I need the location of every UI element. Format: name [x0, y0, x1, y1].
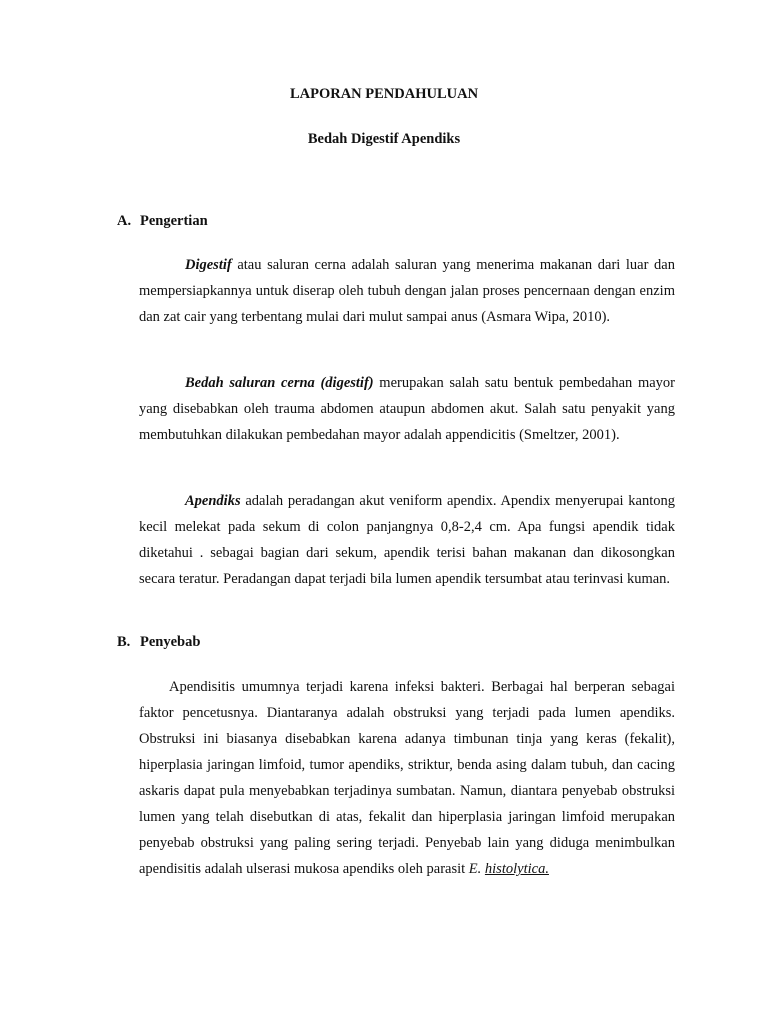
document-title: LAPORAN PENDAHULUAN — [289, 86, 479, 102]
section-b-heading — [117, 634, 200, 651]
paragraph-bedah-text: merupakan salah satu bentuk pembedahan mayor yang disebabkan oleh trauma abdomen ataupun abdomen akut. Salah satu penyakit yang membutuhkan dilakukan pembedahan mayor adalah appendicitis (Smeltzer, 2001). — [139, 375, 676, 443]
paragraph-apendiks-text: adalah peradangan akut veniform apendix. Apendix menyerupai kantong kecil melekat pada sekum di colon panjangnya 0,8-2,4 cm. Apa fungsi apendik tidak diketahui . sebagai bagian dari sekum, apendik terisi bahan makanan dan dikosongkan secara teratur. Peradangan dapat terjadi bila lumen apendik tersumbat atau terinvasi kuman. — [139, 493, 675, 587]
sci-name-species: histolytica. — [484, 861, 549, 877]
document-subtitle: Bedah Digestif Apendiks — [307, 131, 461, 147]
section-a-number: A. — [117, 213, 132, 229]
section-a-heading — [117, 213, 208, 230]
section-b-title: Penyebab — [140, 634, 201, 650]
term-apendiks: Apendiks — [185, 493, 241, 509]
paragraph-apendiks — [139, 488, 675, 592]
paragraph-bedah-saluran-cerna — [139, 370, 675, 448]
paragraph-penyebab-text: Apendisitis umumnya terjadi karena infeksi bakteri. Berbagai hal berperan sebagai faktor pencetusnya. Diantaranya adalah obstruksi yang terjadi pada lumen apendiks. Obstruksi ini biasanya disebabkan karena adanya timbunan tinja yang keras (fekalit), hiperplasia jaringan limfoid, tumor apendiks, striktur, benda asing dalam tubuh, dan cacing askaris dapat pula menyebabkan terjadinya sumbatan. Namun, diantara penyebab obstruksi lumen yang telah disebutkan di atas, fekalit dan hiperplasia jaringan limfoid merupakan penyebab obstruksi yang paling sering terjadi. Penyebab lain yang diduga menimbulkan apendisitis adalah ulserasi mukosa apendiks oleh parasit — [139, 679, 675, 877]
paragraph-digestif-text: atau saluran cerna adalah saluran yang menerima makanan dari luar dan mempersiapkannya untuk diserap oleh tubuh dengan jalan proses pencernaan dengan enzim dan zat cair yang terbentang mulai dari mulut sampai anus (Asmara Wipa, 2010). — [139, 257, 675, 325]
sci-name-genus: E. — [468, 861, 482, 877]
paragraph-penyebab — [139, 674, 675, 882]
term-digestif: Digestif — [185, 257, 232, 273]
paragraph-digestif — [139, 252, 675, 330]
section-b-number: B. — [117, 634, 131, 650]
term-bedah-saluran-cerna: Bedah saluran cerna (digestif) — [185, 375, 374, 391]
section-a-title: Pengertian — [140, 213, 208, 229]
